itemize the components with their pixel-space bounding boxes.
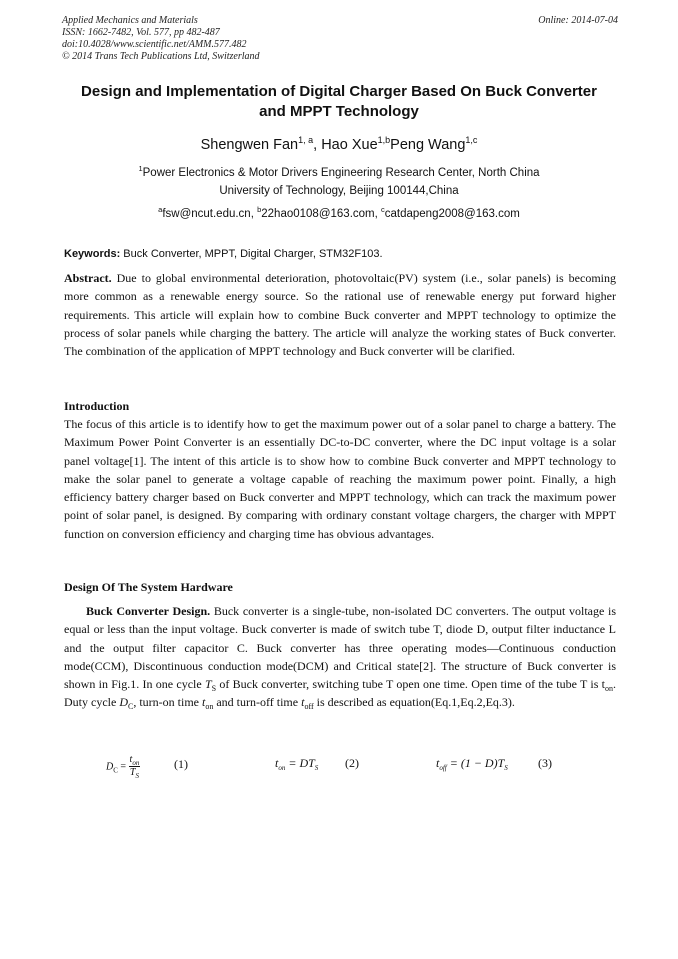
toff-symbol-sub: off: [304, 702, 314, 712]
buck-text-1: Buck converter is a single-tube, non-isolated DC converters. The output voltage is equal or less than the input voltage. Buck converter is made of switch tube T, diode D, output filter inductance L and the output filter capacitor C. Buck converter has three operating modes—Continuous conduction mode(CCM), Discontinuous conduction mode(DCM) and Critical state[2]. The structure of Buck converter is shown in Fig.1. In one cycle: [64, 604, 616, 692]
eq1-num: t: [129, 754, 133, 765]
eq3-rhs: = (1 − D)T: [446, 756, 505, 770]
affiliation: [40, 164, 638, 200]
eq1-denominator: [129, 767, 141, 779]
eq1-num-sub: on: [132, 759, 140, 767]
equation-2: [275, 756, 359, 772]
keywords-text: Buck Converter, MPPT, Digital Charger, STM32F103.: [120, 248, 383, 260]
buck-text-2: of Buck converter, switching tube T open one time. Open time of the tube T is t: [216, 677, 605, 692]
hardware-heading: Design Of The System Hardware: [64, 580, 233, 594]
eq3-label: (3): [538, 756, 552, 770]
email-a: fsw@ncut.edu.cn,: [162, 208, 258, 220]
email-b: 22hao0108@163.com,: [261, 208, 381, 220]
eq1-label: (1): [174, 757, 188, 771]
eq1-equals: =: [117, 761, 129, 773]
toff-symbol: t: [301, 695, 305, 710]
keywords-label: Keywords:: [64, 248, 121, 260]
author-1: Shengwen Fan: [200, 137, 299, 153]
buck-converter-paragraph: [64, 602, 616, 712]
introduction-text: The focus of this article is to identify how to get the maximum power out of a solar panel to charge a battery. The Maximum Power Point Converter is an essentially DC-to-DC converter, where the DC input voltage is a solar panel voltage[1]. The intent of this article is to show how to combine Buck converter and MPPT technology to make the solar panel to generate a voltage capable of reaching the maximum power point. Finally, a high efficiency battery charger based on Buck converter and MPPT technology, which can track the maximum power point of solar panel, is designed. By comparing with ordinary constant voltage chargers, the charger with MPPT function on conversion efficiency and charging time has obvious advantages.: [64, 417, 616, 541]
doi-line: doi:10.4028/www.scientific.net/AMM.577.482: [62, 39, 247, 50]
online-date: Online: 2014-07-04: [538, 15, 618, 26]
ton-symbol: t: [201, 695, 206, 710]
title-line-2: and MPPT Technology: [259, 103, 419, 120]
ton-sub: on: [605, 684, 613, 694]
dc-symbol: D: [119, 695, 128, 710]
equation-1: [106, 754, 188, 780]
ts-sub: S: [211, 684, 217, 694]
buck-text-3: . Duty cycle: [64, 677, 616, 710]
issn-line: ISSN: 1662-7482, Vol. 577, pp 482-487: [62, 27, 220, 38]
email-c: catdapeng2008@163.com: [384, 208, 520, 220]
introduction-heading: Introduction: [64, 399, 130, 413]
journal-header: [62, 15, 618, 63]
ts-symbol: T: [204, 677, 212, 692]
eq2-lhs: t: [275, 756, 279, 770]
buck-text-4: , turn-on time: [133, 695, 202, 710]
author-3-sup: 1,c: [465, 135, 478, 145]
author-3: Peng Wang: [390, 137, 466, 153]
eq1-den: T: [129, 767, 136, 778]
eq1-fraction: [129, 754, 141, 779]
eq3-lhs-sub: off: [439, 764, 447, 772]
abstract-text: Due to global environmental deterioration, photovoltaic(PV) system (i.e., solar panels) is becoming more common as a renewable energy source. So the rational use of renewable energy put forward higher requirements. This article will explain how to combine Buck converter and MPPT technology to optimize the process of solar panels while charging the battery. The article will analyze the working states of Buck converter. The combination of the application of MPPT technology and Buck converter will be clarified.: [64, 271, 616, 359]
eq1-lhs-sub: C: [113, 766, 118, 775]
author-1-sup: 1, a: [298, 135, 314, 145]
abstract: [64, 269, 616, 360]
email-c-sup: c: [381, 205, 385, 214]
email-a-sup: a: [158, 205, 163, 214]
equation-3: [436, 756, 552, 772]
abstract-label: Abstract.: [64, 271, 112, 285]
affiliation-sup: 1: [138, 164, 143, 173]
email-list: [40, 206, 638, 222]
journal-name: Applied Mechanics and Materials: [62, 15, 198, 26]
author-sep: ,: [313, 137, 322, 153]
author-list: [40, 136, 638, 154]
email-b-sup: b: [257, 205, 262, 214]
keywords: [64, 246, 616, 262]
eq2-rhs: = DT: [285, 756, 315, 770]
author-2-sup: 1,b: [377, 135, 391, 145]
buck-text-6: is described as equation(Eq.1,Eq.2,Eq.3).: [313, 695, 515, 710]
eq1-lhs: D: [106, 761, 114, 773]
author-2: Hao Xue: [321, 137, 378, 153]
ton-symbol-sub: on: [205, 702, 214, 712]
affiliation-line-1: [40, 164, 638, 182]
eq1-numerator: [129, 754, 141, 767]
eq3-rhs-sub: S: [504, 764, 508, 772]
buck-text-5: and turn-off time: [213, 695, 302, 710]
affiliation-line-2: University of Technology, Beijing 100144,China: [219, 185, 459, 197]
eq2-label: (2): [345, 756, 359, 770]
eq2-lhs-sub: on: [278, 764, 286, 772]
title-line-1: Design and Implementation of Digital Charger Based On Buck Converter: [81, 83, 597, 100]
eq2-rhs-sub: S: [314, 764, 319, 772]
affiliation-text-1: Power Electronics & Motor Drivers Engineering Research Center, North China: [142, 167, 540, 179]
dc-sub: C: [127, 702, 134, 712]
buck-subheading: Buck Converter Design.: [86, 604, 211, 618]
copyright-line: © 2014 Trans Tech Publications Ltd, Switzerland: [62, 51, 260, 62]
paper-title: [40, 82, 638, 122]
eq3-lhs: t: [436, 756, 440, 770]
eq1-den-sub: S: [135, 772, 139, 780]
